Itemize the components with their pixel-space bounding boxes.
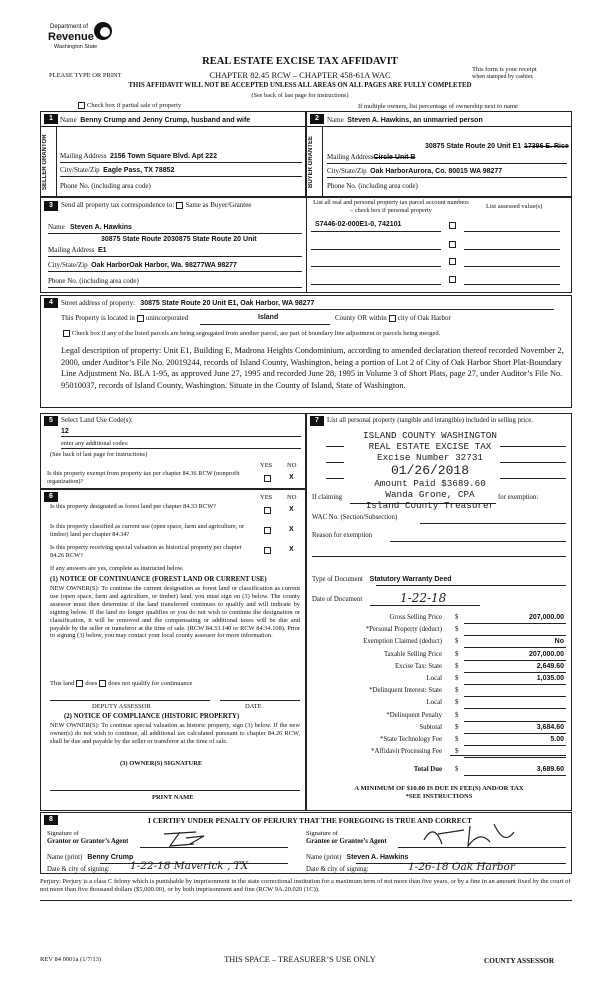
currency-symbol: $: [455, 675, 459, 682]
buyer-name[interactable]: Steven A. Hawkins, an unmarried person: [347, 117, 483, 124]
corr-city-label: City/State/Zip: [48, 261, 88, 269]
does-qualify-checkbox[interactable]: [76, 680, 83, 687]
tax-label: Gross Selling Price: [389, 614, 442, 621]
current-use-yes-checkbox[interactable]: [264, 527, 271, 534]
seller-phone-label: Phone No. (including area code): [60, 182, 151, 190]
tax-value[interactable]: 2,649.60: [536, 662, 564, 670]
street-address[interactable]: 30875 State Route 20 Unit E1, Oak Harbor, WA 98277: [140, 300, 315, 307]
grantor-sig-of: Signature of: [47, 830, 79, 837]
county-or-label: County OR within: [335, 314, 387, 322]
currency-symbol: $: [455, 662, 459, 670]
tax-value[interactable]: 3,689.60: [536, 766, 564, 774]
tax-row: [312, 651, 566, 661]
tax-label: Total Due: [413, 766, 442, 774]
corr-mail-label: Mailing Address: [48, 246, 95, 254]
historic-yes-checkbox[interactable]: [264, 547, 271, 554]
stamp-treasurer-title: Island County Treasurer: [365, 500, 495, 511]
county-assessor: COUNTY ASSESSOR: [484, 956, 555, 965]
doc-date-label: Date of Document: [312, 596, 363, 603]
exempt-yes-checkbox[interactable]: [264, 475, 271, 482]
current-use-question: Is this property classified as current use (open space, farm and agriculture, or timber) land per chapter 84.34?: [50, 523, 245, 538]
section-tab-1: 1: [44, 114, 58, 124]
grantee-agent-label: Grantee or Grantee’s Agent: [306, 838, 387, 845]
deputy-assessor-label: DEPUTY ASSESSOR: [92, 703, 151, 710]
same-as-buyer-label: Same as Buyer/Grantee: [185, 201, 252, 209]
tax-row: [312, 699, 566, 709]
tax-value[interactable]: 3,684.60: [536, 723, 564, 731]
tax-value[interactable]: 1,035.00: [536, 675, 564, 682]
tax-label: *State Technology Fee: [379, 736, 442, 743]
see-back-5: (See back of last page for instructions): [50, 451, 148, 458]
form-title: REAL ESTATE EXCISE TAX AFFIDAVIT: [202, 56, 398, 67]
partial-sale-checkbox[interactable]: [78, 102, 85, 109]
notice-1-title: (1) NOTICE OF CONTINUANCE (FOREST LAND OR CURRENT USE): [50, 576, 267, 583]
stamp-treasurer-name: Wanda Grone, CPA: [385, 489, 475, 500]
land-use-code[interactable]: 12: [61, 428, 69, 435]
grantor-name[interactable]: Benny Crump: [87, 854, 134, 861]
doc-type-label: Type of Document: [312, 576, 363, 583]
currency-symbol: $: [455, 699, 459, 707]
treasurer-stamp: [355, 430, 505, 511]
no-5: NO: [287, 462, 297, 469]
grantee-date-city[interactable]: 1-26-18 Oak Harbor: [408, 861, 515, 873]
county-name[interactable]: Island: [258, 314, 279, 321]
corr-phone-label: Phone No. (including area code): [48, 277, 139, 285]
does-label: does: [85, 680, 98, 687]
tax-row: [312, 663, 566, 673]
tax-label: Taxable Selling Price: [383, 650, 442, 658]
tax-row: [312, 675, 566, 685]
currency-symbol: $: [455, 650, 459, 658]
treasurer-use-only: THIS SPACE – TREASURER’S USE ONLY: [224, 955, 376, 964]
certify-statement: I CERTIFY UNDER PENALTY OF PERJURY THAT THE FOREGOING IS TRUE AND CORRECT: [148, 816, 472, 825]
tax-label: *Delinquent Interest: State: [369, 687, 442, 695]
personal-property-checkbox-3[interactable]: [449, 258, 456, 265]
legal-description[interactable]: Legal description of property: Unit E1, Building E, Madrona Heights Condominium, according to amended declaration thereof recorded November 2, 2000, under Auditor’s File No. 20019244, records of Island County, Washington, being a portion of Lot 2 of City of Oak Harbor Short Plat-Boundary Line Adjustment No. BLA 1-95, as approved June 27, 1995 and recorded June 28, 1995 in Volume 3 of Short Plats, page 27, under Auditor’s File No. 95010037, records of Island County, Washington. Situate in the County of Island, State of Washington.: [61, 346, 564, 390]
minimum-note: A MINIMUM OF $10.00 IS DUE IN FEE(S) AND/OR TAX: [354, 785, 524, 792]
currency-symbol: $: [455, 711, 459, 719]
tax-label: Local: [426, 699, 442, 707]
send-correspondence-label: Send all property tax correspondence to:: [61, 201, 175, 209]
grantor-agent-label: Grantor or Grantor’s Agent: [47, 838, 129, 845]
buyer-addr-struck: 17396 E. Rice: [524, 143, 569, 150]
exempt-no-mark[interactable]: X: [289, 474, 294, 481]
grantee-name[interactable]: Steven A. Hawkins: [346, 854, 409, 861]
owner-signature-label: (3) OWNER(S) SIGNATURE: [120, 760, 203, 767]
historic-no-mark[interactable]: X: [289, 546, 294, 553]
grantor-date-city[interactable]: 1-22-18 Maverick , TX: [130, 860, 249, 872]
forest-no-mark[interactable]: X: [289, 506, 294, 513]
no-6: NO: [287, 494, 297, 501]
reason-label: Reason for exemption: [312, 532, 373, 539]
personal-property-checkbox-4[interactable]: [449, 276, 456, 283]
stamp-excise-number: Excise Number 32731: [376, 452, 483, 463]
receipt-note: This form is your receipt: [472, 66, 537, 73]
dept-name: Revenue: [48, 31, 94, 43]
this-land-label: This land: [50, 680, 75, 687]
additional-codes-label: enter any additional codes:: [61, 440, 129, 447]
segregated-label: Check box if any of the listed parcels are being segregated from another parcel, are part of boundary line adjustment or parcels being merged.: [72, 330, 441, 337]
partial-sale-label: Check box if partial sale of property: [87, 102, 182, 109]
parcel-number[interactable]: S7446-02-000E1-0, 742101: [315, 221, 402, 228]
currency-symbol: $: [455, 736, 459, 743]
personal-property-label: List all personal property (tangible and intangible) included in selling price.: [327, 417, 533, 424]
personal-property-checkbox-2[interactable]: [449, 241, 456, 248]
tax-value[interactable]: 207,000.00: [528, 614, 564, 621]
currency-symbol: $: [455, 766, 459, 774]
stamp-date: 01/26/2018: [390, 463, 469, 478]
not-qualify-label: does not qualify for continuance: [108, 680, 193, 687]
land-use-label: Select Land Use Code(s):: [61, 416, 133, 424]
doc-type[interactable]: Statutory Warranty Deed: [369, 576, 452, 583]
personal-property-checkbox-1[interactable]: [449, 222, 456, 229]
buyer-addr-typed[interactable]: 30875 State Route 20 Unit E1: [425, 143, 522, 150]
tax-row: [312, 638, 566, 648]
tax-label: *Personal Property (deduct): [365, 626, 442, 634]
section-tab-4: 4: [44, 298, 58, 308]
see-instructions: *SEE INSTRUCTIONS: [405, 793, 473, 800]
city-of-label: city of Oak Harbor: [397, 314, 451, 322]
corr-addr-2[interactable]: E1: [97, 247, 107, 254]
section-tab-2: 2: [310, 114, 324, 124]
buyer-mail-label: Mailing Address: [327, 153, 374, 161]
chapter: CHAPTER 82.45 RCW – CHAPTER 458-61A WAC: [209, 70, 391, 80]
notice-1-text: NEW OWNER(S): To continue the current designation as forest land or classification as current use (open space, farm and agriculture, or timber) land, you must sign on (3) below. The county assessor must then determine if the land transferred continues to qualify and will indicate by signing below. If the land no longer qualifies or you do not wish to continue the designation or classification, it will be removed and the compensating or additional taxes will be due and payable by the seller or transferor at the time of sale. (RCW 84.33.140 or RCW 84.34.108). Prior to signing (3) below, you may contact your local county assessor for more information.: [50, 585, 300, 640]
seller-city[interactable]: Eagle Pass, TX 78852: [103, 167, 175, 174]
seller-name-row: [60, 116, 250, 124]
seller-label: SELLER GRANTOR: [42, 134, 48, 190]
section-tab-8: 8: [44, 815, 58, 825]
parcel-header: List all real and personal property tax parcel account numbers – check box if personal property: [313, 199, 469, 214]
multiple-owners-note: If multiple owners, list percentage of ownership next to name: [358, 103, 518, 110]
buyer-label: BUYER GRANTEE: [308, 136, 314, 189]
tax-value[interactable]: 5.00: [550, 736, 564, 743]
tax-label: Local: [426, 675, 442, 682]
corr-name[interactable]: Steven A. Hawkins: [69, 224, 132, 231]
print-name-label: PRINT NAME: [152, 794, 194, 801]
if-yes-note: If any answers are yes, complete as instructed below.: [50, 565, 184, 572]
grantee-signature[interactable]: [420, 820, 530, 850]
tax-value[interactable]: No: [554, 638, 564, 646]
buyer-phone-label: Phone No. (including area code): [327, 182, 418, 190]
tax-value[interactable]: 207,000.00: [528, 650, 564, 658]
seller-city-label: City/State/Zip: [60, 166, 100, 174]
corr-addr-1[interactable]: 30875 State Route 2030875 State Route 20 Unit: [101, 236, 257, 243]
grantee-sig-of: Signature of: [306, 830, 338, 837]
warning: THIS AFFIDAVIT WILL NOT BE ACCEPTED UNLESS ALL AREAS ON ALL PAGES ARE FULLY COMPLETED: [128, 82, 472, 89]
tax-label: Exemption Claimed (deduct): [363, 638, 442, 646]
currency-symbol: $: [455, 614, 459, 621]
forest-question: Is this property designated as forest land per chapter 84.33 RCW?: [50, 503, 216, 510]
date-label: DATE: [245, 703, 262, 710]
tax-row: [312, 687, 566, 697]
notice-2-text: NEW OWNER(S): To continue special valuation as historic property, sign (3) below. If the new owner(s) do not wish to continue, all additional tax calculated pursuant to chapter 84.26 RCW, shall be due and payable by the seller or transferor at the time of sale.: [50, 722, 300, 745]
currency-symbol: $: [455, 748, 459, 756]
grantor-name-label: Name (print): [47, 854, 83, 861]
wac-label: WAC No. (Section/Subsection): [312, 514, 398, 521]
tax-row: [312, 712, 566, 722]
stamp-county: ISLAND COUNTY WASHINGTON: [363, 430, 497, 441]
stamp-tax: REAL ESTATE EXCISE TAX: [368, 441, 492, 452]
buyer-addr-struck-2: Circle Unit B: [373, 154, 416, 161]
currency-symbol: $: [455, 687, 459, 695]
city-checkbox[interactable]: [389, 315, 396, 322]
corr-city[interactable]: Oak HarborOak Harbor, Wa. 98277WA 98277: [91, 262, 237, 269]
currency-symbol: $: [455, 723, 459, 731]
segregated-checkbox[interactable]: [63, 330, 70, 337]
buyer-city[interactable]: Oak HarborAurora, Co. 80015 WA 98277: [370, 168, 503, 175]
seller-mail-label: Mailing Address: [60, 152, 107, 160]
section-tab-5: 5: [44, 416, 58, 426]
claiming-label: If claiming: [312, 494, 343, 501]
exempt-question: Is this property exempt from property tax per chapter 84.36 RCW (nonprofit organization)?: [47, 470, 240, 485]
perjury-note: Perjury: Perjury is a class C felony which is punishable by imprisonment in the state correctional institution for a maximum term of not more than five years, or by a fine in an amount fixed by the court of not more than five thousand dollars ($5,000.00), or by both imprisonment and fine (RCW 9A.20.020 (1C)).: [40, 878, 571, 893]
buyer-name-label: Name: [327, 116, 344, 124]
street-label: Street address of property:: [61, 299, 136, 307]
tax-label: *Delinquent Penalty: [386, 711, 442, 719]
seller-name-label: Name: [60, 116, 77, 124]
form-number: REV 84 0001a (1/7/13): [40, 956, 102, 963]
buyer-city-label: City/State/Zip: [327, 167, 367, 175]
seller-mail[interactable]: 2156 Town Square Blvd. Apt 222: [109, 153, 217, 160]
section-tab-7: 7: [310, 416, 324, 426]
currency-symbol: $: [455, 626, 459, 634]
section-tab-3: 3: [44, 201, 58, 211]
tax-row: [312, 748, 566, 758]
unincorporated-checkbox[interactable]: [137, 315, 144, 322]
seller-name[interactable]: Benny Crump and Jenny Crump, husband and wife: [80, 117, 251, 124]
grantee-name-label: Name (print): [306, 854, 342, 861]
unincorporated-label: unincorporated: [145, 314, 189, 322]
tax-row: [312, 766, 566, 776]
stamp-amount: Amount Paid $3689.60: [374, 478, 486, 489]
same-as-buyer-checkbox[interactable]: [176, 202, 183, 209]
notice-2-title: (2) NOTICE OF COMPLIANCE (HISTORIC PROPERTY): [64, 713, 240, 720]
dept-label: Department of: [50, 24, 89, 30]
yes-6: YES: [260, 494, 273, 501]
assessed-header: List assessed value(s): [486, 203, 543, 210]
grantor-signature[interactable]: [160, 828, 240, 850]
historic-question: Is this property receiving special valuation as historical property per chapter 84.26 RCW?: [50, 544, 242, 559]
grantee-date-label: Date & city of signing:: [306, 866, 369, 873]
located-label: This Property is located in: [61, 314, 135, 322]
print-note: PLEASE TYPE OR PRINT: [49, 72, 122, 79]
see-back: (See back of last page for instructions): [251, 92, 349, 99]
receipt-note-2: when stamped by cashier.: [472, 74, 534, 80]
current-use-no-mark[interactable]: X: [289, 526, 294, 533]
section-tab-6: 6: [44, 492, 58, 502]
grantor-date-label: Date & city of signing:: [47, 866, 110, 873]
tax-label: Subtotal: [419, 723, 442, 731]
tax-row: [312, 736, 566, 746]
currency-symbol: $: [455, 638, 459, 646]
yes-5: YES: [260, 462, 273, 469]
doc-date[interactable]: 1-22-18: [400, 591, 447, 605]
tax-row: [312, 626, 566, 636]
forest-yes-checkbox[interactable]: [264, 507, 271, 514]
corr-name-label: Name: [48, 223, 65, 231]
tax-row: [312, 614, 566, 624]
for-exemption-label: for exemption:: [498, 494, 539, 501]
does-not-qualify-checkbox[interactable]: [99, 680, 106, 687]
state-label: Washington State: [54, 44, 98, 50]
tax-label: *Affidavit Processing Fee: [371, 748, 442, 756]
tax-label: Excise Tax: State: [395, 662, 442, 670]
tax-row: [312, 724, 566, 734]
